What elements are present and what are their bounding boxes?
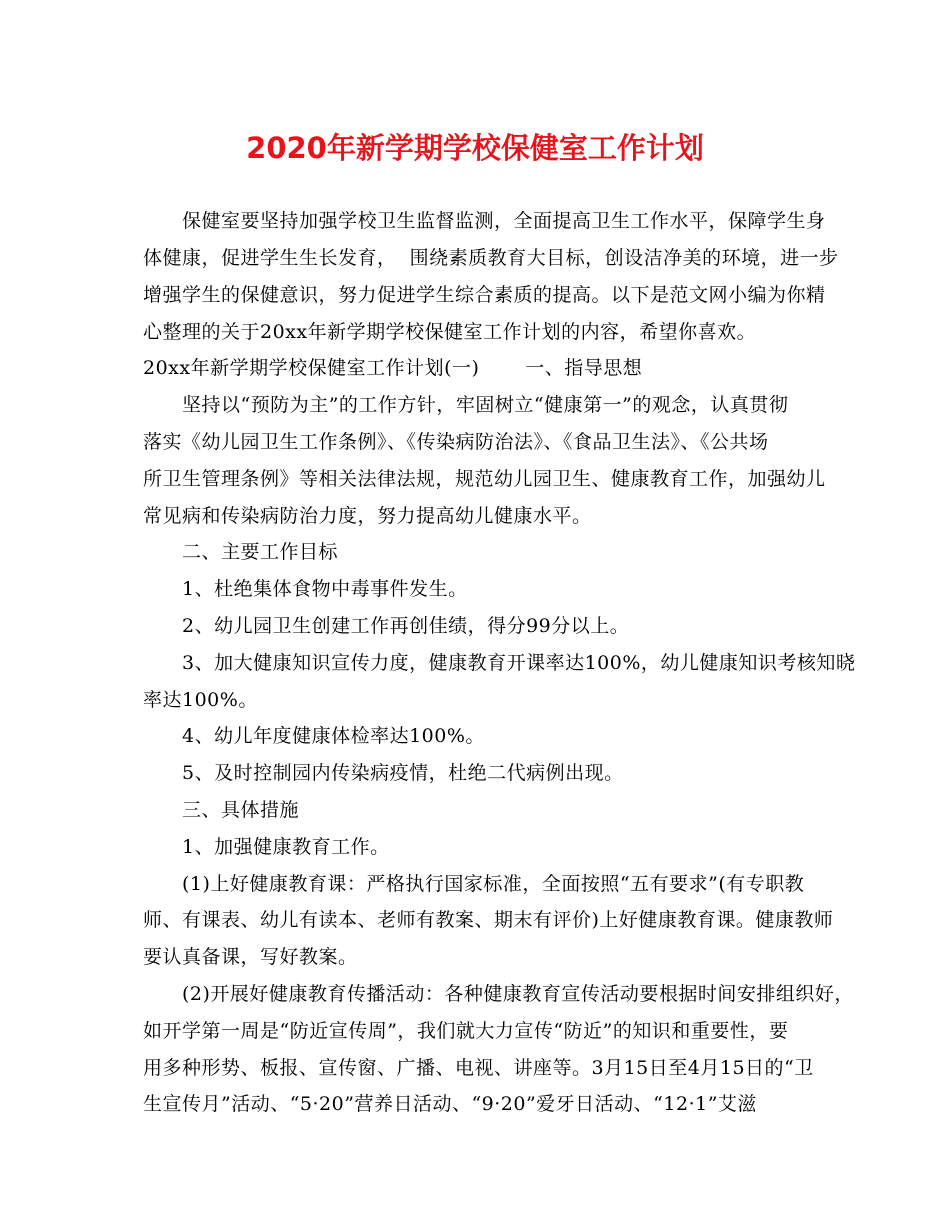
- body-line: 体健康，促进学生生长发育， 围绕素质教育大目标，创设洁净美的环境，进一步: [143, 247, 839, 269]
- body-line: 用多种形势、板报、宣传窗、广播、电视、讲座等。3月15日至4月15日的“卫: [143, 1057, 814, 1079]
- body-line: 5、及时控制园内传染病疫情，杜绝二代病例出现。: [182, 762, 624, 784]
- body-line: 率达100%。: [143, 689, 258, 711]
- section-heading: 三、具体措施: [182, 799, 300, 821]
- body-line: 4、幼儿年度健康体检率达100%。: [182, 725, 485, 747]
- body-line: 生宣传月”活动、“5·20”营养日活动、“9·20”爱牙日活动、“12·1”艾滋: [143, 1093, 757, 1115]
- body-line: 坚持以“预防为主”的工作方针，牢固树立“健康第一”的观念，认真贯彻: [182, 394, 789, 416]
- body-line: 增强学生的保健意识，努力促进学生综合素质的提高。以下是范文网小编为你精: [143, 284, 826, 306]
- body-line: 所卫生管理条例》等相关法律法规，规范幼儿园卫生、健康教育工作，加强幼儿: [143, 468, 826, 490]
- body-line: 师、有课表、幼儿有读本、老师有教案、期末有评价)上好健康教育课。健康教师: [143, 909, 834, 931]
- body-line: 1、杜绝集体食物中毒事件发生。: [182, 578, 468, 600]
- body-line: (1)上好健康教育课：严格执行国家标准，全面按照“五有要求”(有专职教: [182, 873, 805, 895]
- body-line: 3、加大健康知识宣传力度，健康教育开课率达100%，幼儿健康知识考核知晓: [182, 652, 856, 674]
- document-title: 2020年新学期学校保健室工作计划: [246, 131, 704, 165]
- body-line: (2)开展好健康教育传播活动：各种健康教育宣传活动要根据时间安排组织好，: [182, 983, 854, 1005]
- body-line: 要认真备课，写好教案。: [143, 946, 358, 968]
- body-line: 落实《幼儿园卫生工作条例》、《传染病防治法》、《食品卫生法》、《公共场: [143, 431, 769, 453]
- body-line: 2、幼儿园卫生创建工作再创佳绩，得分99分以上。: [182, 615, 630, 637]
- body-line: 1、加强健康教育工作。: [182, 836, 390, 858]
- body-line: 如开学第一周是“防近宣传周”，我们就大力宣传“防近”的知识和重要性，要: [143, 1020, 789, 1042]
- section-heading: 二、主要工作目标: [182, 541, 339, 563]
- body-line: 20xx年新学期学校保健室工作计划(一) 一、指导思想: [143, 357, 643, 379]
- body-line: 保健室要坚持加强学校卫生监督监测，全面提高卫生工作水平，保障学生身: [182, 210, 826, 232]
- body-line: 心整理的关于20xx年新学期学校保健室工作计划的内容，希望你喜欢。: [143, 321, 757, 343]
- body-line: 常见病和传染病防治力度，努力提高幼儿健康水平。: [143, 505, 592, 527]
